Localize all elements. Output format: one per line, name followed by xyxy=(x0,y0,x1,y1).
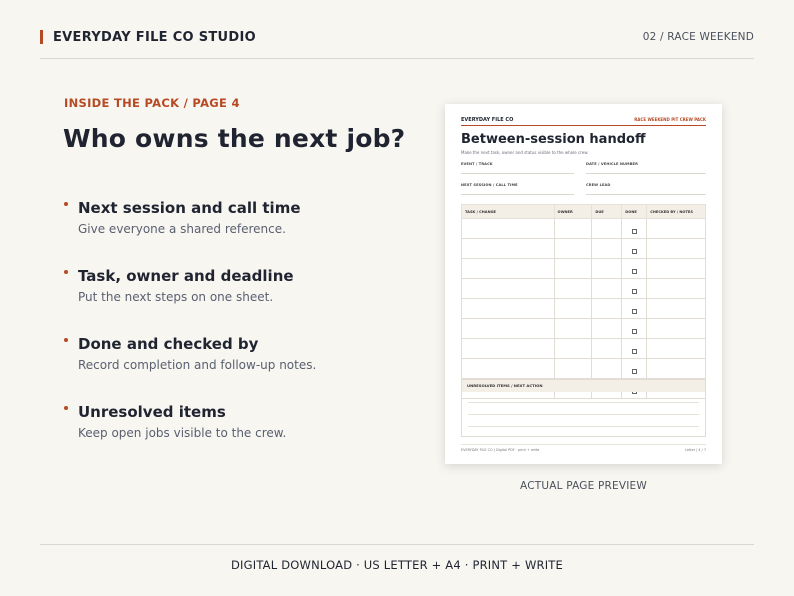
table-cell xyxy=(554,359,592,379)
preview-caption: ACTUAL PAGE PREVIEW xyxy=(520,480,647,492)
checkbox-icon xyxy=(632,269,637,274)
notes-line xyxy=(468,402,699,403)
done-cell xyxy=(622,239,647,259)
field-label-next-session: NEXT SESSION / CALL TIME xyxy=(461,183,518,187)
table-cell xyxy=(647,299,706,319)
table-cell xyxy=(647,319,706,339)
feature-item xyxy=(64,334,404,402)
preview-subtitle: Make the next task, owner and status visible to the whole crew. xyxy=(461,150,589,155)
checkbox-icon xyxy=(632,349,637,354)
checkbox-icon xyxy=(632,329,637,334)
preview-title: Between-session handoff xyxy=(461,132,646,147)
table-cell xyxy=(592,339,622,359)
brand xyxy=(40,30,256,45)
field-line xyxy=(461,173,574,174)
table-row xyxy=(462,359,706,379)
page-preview-card xyxy=(445,104,722,464)
bullet-dot xyxy=(64,338,68,342)
done-cell xyxy=(622,359,647,379)
checkbox-icon xyxy=(632,249,637,254)
field-label-event: EVENT / TRACK xyxy=(461,162,493,166)
footer-divider xyxy=(40,544,754,545)
preview-brand: EVERYDAY FILE CO xyxy=(461,117,514,123)
column-header: DUE xyxy=(592,205,622,219)
field-label-date: DATE / VEHICLE NUMBER xyxy=(586,162,638,166)
handoff-table xyxy=(461,204,706,399)
field-line xyxy=(586,194,706,195)
preview-footer-rule xyxy=(461,444,706,445)
table-row xyxy=(462,319,706,339)
bullet-dot xyxy=(64,406,68,410)
feature-item xyxy=(64,402,404,470)
feature-list xyxy=(64,198,404,470)
page-headline: Who owns the next job? xyxy=(63,124,406,153)
table-cell xyxy=(647,259,706,279)
checkbox-icon xyxy=(632,289,637,294)
table-cell xyxy=(592,279,622,299)
column-header: OWNER xyxy=(554,205,592,219)
page-indicator: 02 / RACE WEEKEND xyxy=(642,31,754,43)
table-cell xyxy=(592,299,622,319)
feature-title: Task, owner and deadline xyxy=(78,267,294,285)
brand-accent-bar xyxy=(40,30,43,44)
table-cell xyxy=(462,339,555,359)
done-cell xyxy=(622,279,647,299)
table-cell xyxy=(647,239,706,259)
unresolved-notes-box xyxy=(461,379,706,437)
feature-title: Next session and call time xyxy=(78,199,301,217)
table-row xyxy=(462,219,706,239)
table-row xyxy=(462,279,706,299)
table-row xyxy=(462,259,706,279)
table-cell xyxy=(462,239,555,259)
feature-subtitle: Put the next steps on one sheet. xyxy=(78,290,274,304)
table-cell xyxy=(592,219,622,239)
column-header: TASK / CHANGE xyxy=(462,205,555,219)
checkbox-icon xyxy=(632,309,637,314)
field-label-crew-lead: CREW LEAD xyxy=(586,183,611,187)
field-line xyxy=(586,173,706,174)
eyebrow-label: INSIDE THE PACK / PAGE 4 xyxy=(64,96,240,110)
table-cell xyxy=(462,319,555,339)
notes-line xyxy=(468,414,699,415)
table-cell xyxy=(554,339,592,359)
table-row xyxy=(462,299,706,319)
field-line xyxy=(461,194,574,195)
table-cell xyxy=(592,319,622,339)
preview-footer-right: Letter | 4 / 7 xyxy=(685,448,706,452)
done-cell xyxy=(622,299,647,319)
feature-title: Done and checked by xyxy=(78,335,259,353)
table-cell xyxy=(647,219,706,239)
column-header: CHECKED BY / NOTES xyxy=(647,205,706,219)
done-cell xyxy=(622,339,647,359)
feature-item xyxy=(64,266,404,334)
feature-subtitle: Keep open jobs visible to the crew. xyxy=(78,426,287,440)
table-row xyxy=(462,239,706,259)
header-divider xyxy=(40,58,754,59)
checkbox-icon xyxy=(632,369,637,374)
table-cell xyxy=(592,239,622,259)
page-footer: DIGITAL DOWNLOAD · US LETTER + A4 · PRINT + WRITE xyxy=(230,558,563,572)
table-body xyxy=(462,219,706,399)
feature-item xyxy=(64,198,404,266)
preview-footer-left: EVERYDAY FILE CO | Digital PDF · print + write xyxy=(461,448,540,452)
table-cell xyxy=(462,259,555,279)
table-cell xyxy=(647,339,706,359)
table-cell xyxy=(462,279,555,299)
done-cell xyxy=(622,219,647,239)
table-row xyxy=(462,339,706,359)
table-cell xyxy=(554,279,592,299)
feature-subtitle: Give everyone a shared reference. xyxy=(78,222,286,236)
table-cell xyxy=(592,259,622,279)
table-cell xyxy=(592,359,622,379)
done-cell xyxy=(622,319,647,339)
done-cell xyxy=(622,259,647,279)
notes-heading: UNRESOLVED ITEMS / NEXT ACTION xyxy=(462,380,705,392)
bullet-dot xyxy=(64,202,68,206)
table-cell xyxy=(462,359,555,379)
table-header-row xyxy=(462,205,706,219)
table-cell xyxy=(554,299,592,319)
table-cell xyxy=(554,239,592,259)
table-cell xyxy=(647,279,706,299)
preview-header-rule xyxy=(461,125,706,126)
bullet-dot xyxy=(64,270,68,274)
notes-line xyxy=(468,426,699,427)
table-cell xyxy=(554,319,592,339)
brand-name: EVERYDAY FILE CO STUDIO xyxy=(53,29,256,45)
preview-tag: RACE WEEKEND PIT CREW PACK xyxy=(634,117,706,122)
feature-subtitle: Record completion and follow-up notes. xyxy=(78,358,317,372)
table-cell xyxy=(554,259,592,279)
table-cell xyxy=(554,219,592,239)
column-header: DONE xyxy=(622,205,647,219)
feature-title: Unresolved items xyxy=(78,403,226,421)
table-cell xyxy=(462,299,555,319)
table-cell xyxy=(462,219,555,239)
table-cell xyxy=(647,359,706,379)
page-header xyxy=(40,28,754,46)
checkbox-icon xyxy=(632,229,637,234)
